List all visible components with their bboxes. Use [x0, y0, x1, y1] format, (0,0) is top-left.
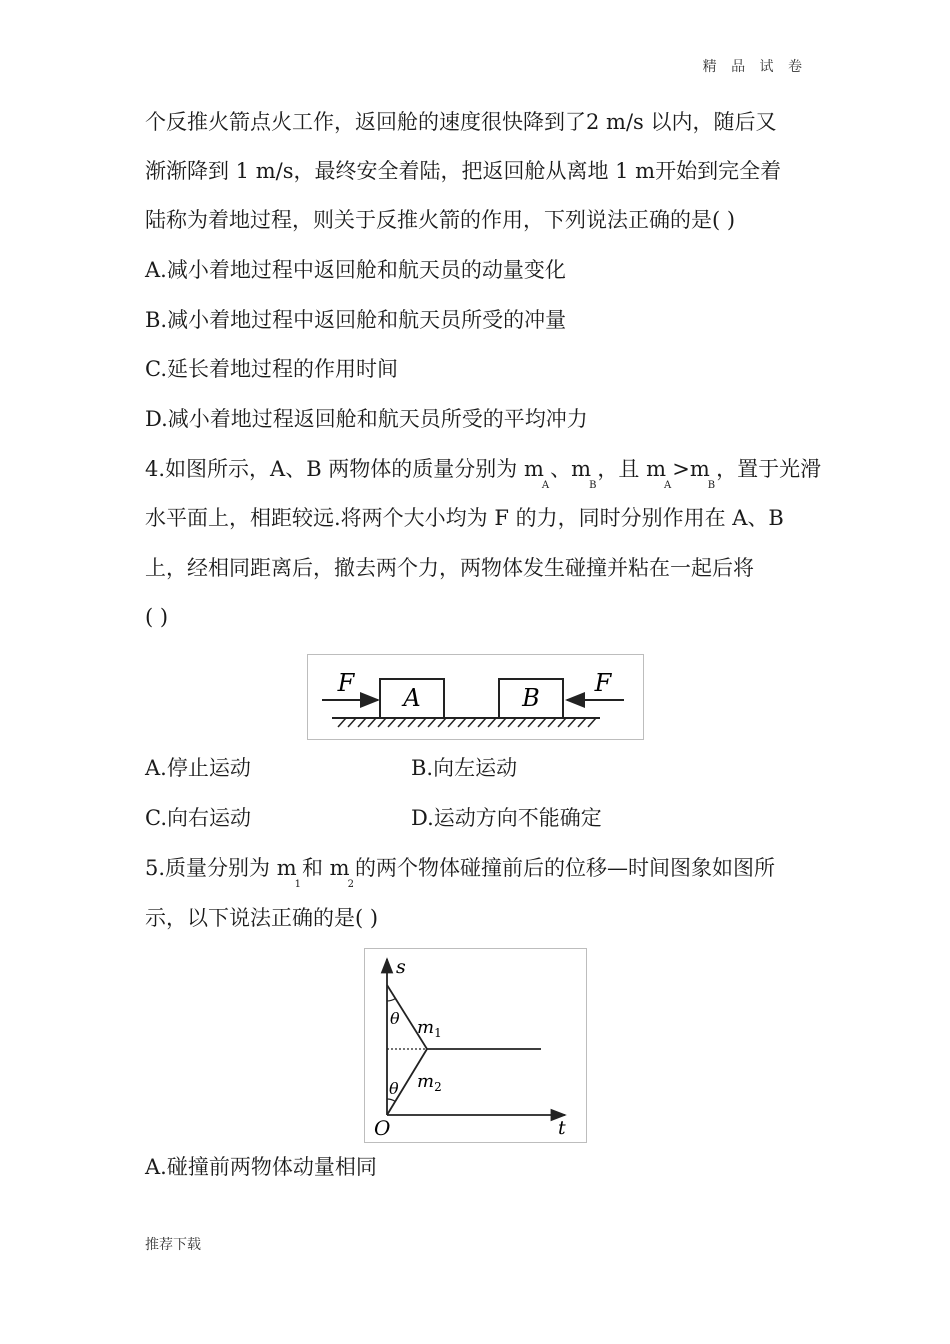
q4-option-c: C.向右运动	[145, 806, 251, 830]
q4-text-seg: 4.如图所示，A、B 两物体的质量分别为 m	[145, 457, 544, 481]
subscript-2: 2	[347, 879, 354, 890]
q4-text-seg: ，且 m	[597, 457, 667, 481]
q5-text-seg: 的两个物体碰撞前后的位移—时间图象如图所	[354, 856, 775, 880]
page-footer: 推荐下载	[145, 1237, 201, 1253]
ground-hatching	[338, 718, 596, 727]
q5-option-a: A.碰撞前两物体动量相同	[145, 1155, 377, 1179]
q5-figure	[364, 948, 587, 1143]
m1-label	[417, 1017, 442, 1040]
m2-label	[417, 1071, 442, 1094]
q3-option-d: D.减小着地过程返回舱和航天员所受的平均冲力	[145, 407, 588, 431]
q4-option-d: D.运动方向不能确定	[411, 806, 602, 830]
q5-text-seg: 5.质量分别为 m	[145, 856, 297, 880]
m1-letter: m	[417, 1017, 435, 1038]
q4-text-line-1	[145, 454, 821, 489]
q4-option-b: B.向左运动	[411, 756, 518, 780]
q4-text-line-3: 上，经相同距离后，撤去两个力，两物体发生碰撞并粘在一起后将	[145, 556, 754, 580]
q5-text-line-1	[145, 853, 775, 888]
q3-option-b: B.减小着地过程中返回舱和航天员所受的冲量	[145, 308, 567, 332]
displacement-time-graph	[365, 949, 586, 1142]
m2-subscript: 2	[434, 1080, 442, 1094]
theta-top-label: θ	[390, 1009, 400, 1028]
theta-arc-bottom	[387, 1099, 396, 1102]
subscript-b: B	[589, 480, 597, 491]
q4-figure	[307, 654, 644, 740]
q4-text-line-4: ( )	[145, 605, 169, 629]
subscript-b: B	[707, 480, 716, 491]
q4-text-seg: >m	[672, 457, 710, 481]
q4-option-a: A.停止运动	[145, 756, 251, 780]
theta-bottom-label: θ	[389, 1079, 399, 1098]
force-label-right: F	[594, 669, 612, 697]
m1-subscript: 1	[434, 1026, 442, 1040]
subscript-a: A	[541, 480, 550, 491]
blocks-diagram	[308, 655, 643, 739]
q4-text-line-2: 水平面上，相距较远.将两个大小均为 F 的力，同时分别作用在 A、B	[145, 506, 784, 530]
page-header: 精 品 试 卷	[702, 59, 807, 75]
block-a-label: A	[403, 684, 421, 712]
q4-text-seg: ，置于光滑	[716, 457, 822, 481]
q3-text-line-1: 个反推火箭点火工作，返回舱的速度很快降到了2 m/s 以内，随后又	[145, 110, 777, 134]
q5-text-line-2: 示，以下说法正确的是( )	[145, 906, 379, 930]
t-axis-label: t	[558, 1117, 566, 1139]
block-b-label: B	[522, 684, 540, 712]
s-axis-label: s	[396, 956, 406, 978]
subscript-a: A	[664, 480, 672, 491]
q3-text-line-3: 陆称为着地过程，则关于反推火箭的作用，下列说法正确的是( )	[145, 208, 736, 232]
force-label-left: F	[337, 669, 355, 697]
q3-option-a: A.减小着地过程中返回舱和航天员的动量变化	[145, 258, 566, 282]
q3-option-c: C.延长着地过程的作用时间	[145, 357, 398, 381]
q4-text-seg: 、m	[550, 457, 592, 481]
origin-label: O	[374, 1116, 391, 1140]
m2-letter: m	[417, 1071, 435, 1092]
q5-text-seg: 和 m	[302, 856, 350, 880]
q3-text-line-2: 渐渐降到 1 m/s，最终安全着陆，把返回舱从离地 1 m开始到完全着	[145, 159, 782, 183]
subscript-1: 1	[294, 879, 301, 890]
theta-arc-top	[387, 999, 396, 1002]
